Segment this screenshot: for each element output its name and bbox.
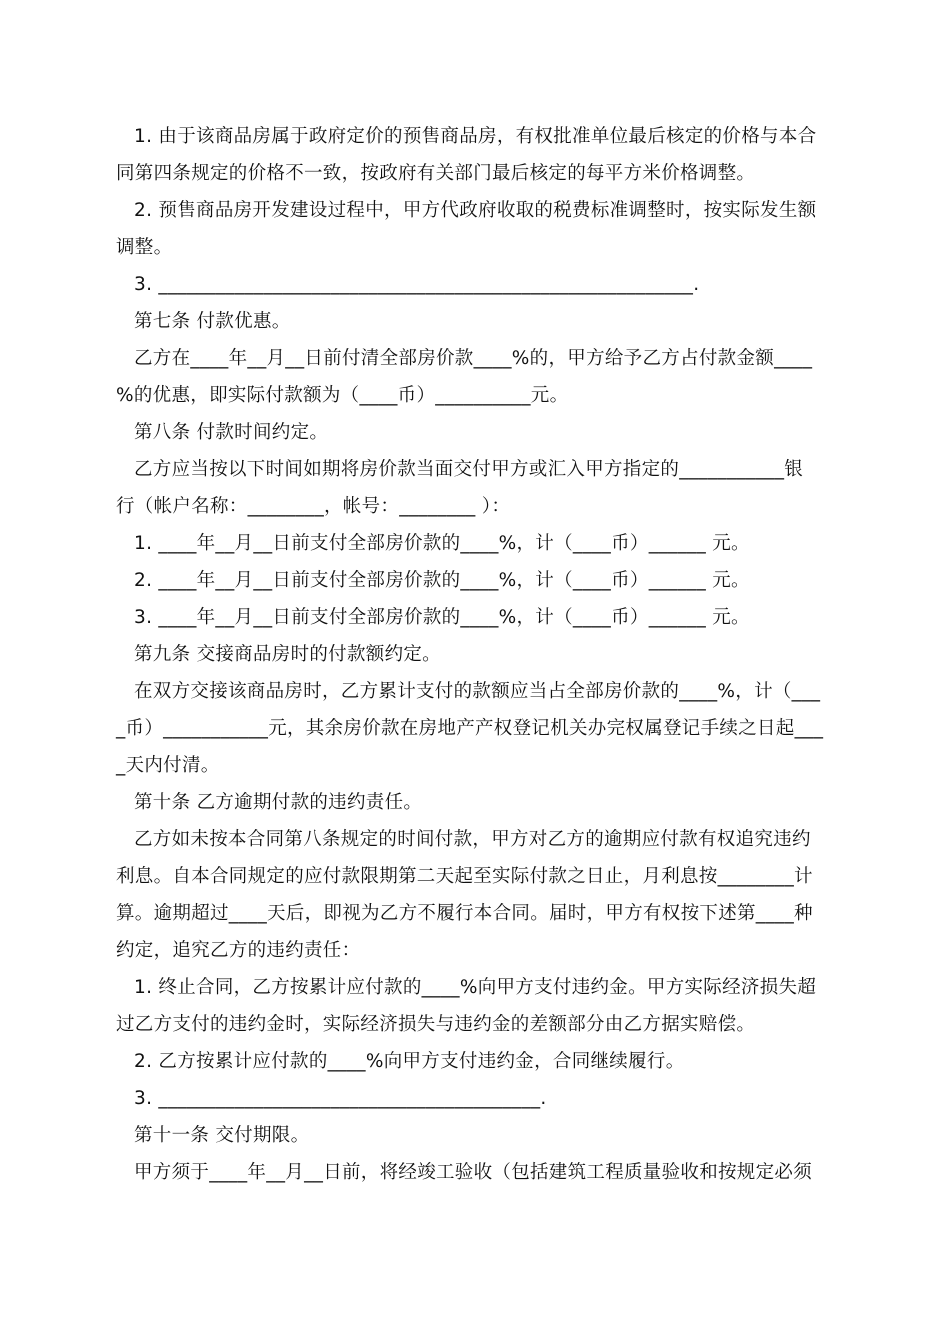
contract-text [116,118,836,1191]
article-9-text-cont-2: _天内付清。 [116,755,220,776]
article-8-text: 乙方应当按以下时间如期将房价款当面交付甲方或汇入甲方指定的___________银 [134,459,804,480]
penalty-item-1-cont: 过乙方支付的违约金时，实际经济损失与违约金的差额部分由乙方据实赔偿。 [116,1014,756,1035]
clause-item-1-cont: 同第四条规定的价格不一致，按政府有关部门最后核定的每平方米价格调整。 [116,163,756,184]
article-10-text-cont-2: 算。逾期超过____天后，即视为乙方不履行本合同。届时，甲方有权按下述第____种 [116,903,813,924]
clause-item-3-blank: 3. ________________________________________________________. [134,274,700,295]
article-11-text: 甲方须于____年__月__日前，将经竣工验收（包括建筑工程质量验收和按规定必须 [134,1162,813,1183]
clause-item-2-cont: 调整。 [116,237,173,258]
article-11-heading: 第十一条 交付期限。 [134,1125,310,1146]
article-7-text-cont: %的优惠，即实际付款额为（____币）__________元。 [116,385,569,406]
payment-item-2: 2. ____年__月__日前支付全部房价款的____%，计（____币）______ 元。 [134,570,750,591]
penalty-item-3-blank: 3. ________________________________________. [134,1088,547,1109]
article-7-text: 乙方在____年__月__日前付清全部房价款____%的，甲方给予乙方占付款金额____ [134,348,813,369]
payment-item-3: 3. ____年__月__日前支付全部房价款的____%，计（____币）______ 元。 [134,607,750,628]
clause-item-2: 2. 预售商品房开发建设过程中，甲方代政府收取的税费标准调整时，按实际发生额 [134,200,817,221]
article-7-heading: 第七条 付款优惠。 [134,311,291,332]
article-8-text-cont: 行（帐户名称：________，帐号：________ ）： [116,496,511,517]
clause-item-1: 1. 由于该商品房属于政府定价的预售商品房，有权批准单位最后核定的价格与本合 [134,126,817,147]
article-9-heading: 第九条 交接商品房时的付款额约定。 [134,644,441,665]
article-9-text: 在双方交接该商品房时，乙方累计支付的款额应当占全部房价款的____%，计（___ [134,681,821,702]
article-9-text-cont: _币）___________元，其余房价款在房地产产权登记机关办完权属登记手续之日起___ [116,718,824,739]
article-10-text: 乙方如未按本合同第八条规定的时间付款，甲方对乙方的逾期应付款有权追究违约 [134,829,811,850]
article-10-text-cont-3: 约定，追究乙方的违约责任： [116,940,361,961]
article-10-text-cont: 利息。自本合同规定的应付款限期第二天起至实际付款之日止，月利息按________计 [116,866,813,887]
article-10-heading: 第十条 乙方逾期付款的违约责任。 [134,792,423,813]
penalty-item-2: 2. 乙方按累计应付款的____%向甲方支付违约金，合同继续履行。 [134,1051,685,1072]
penalty-item-1: 1. 终止合同，乙方按累计应付款的____%向甲方支付违约金。甲方实际经济损失超 [134,977,817,998]
article-8-heading: 第八条 付款时间约定。 [134,422,329,443]
payment-item-1: 1. ____年__月__日前支付全部房价款的____%，计（____币）______ 元。 [134,533,750,554]
